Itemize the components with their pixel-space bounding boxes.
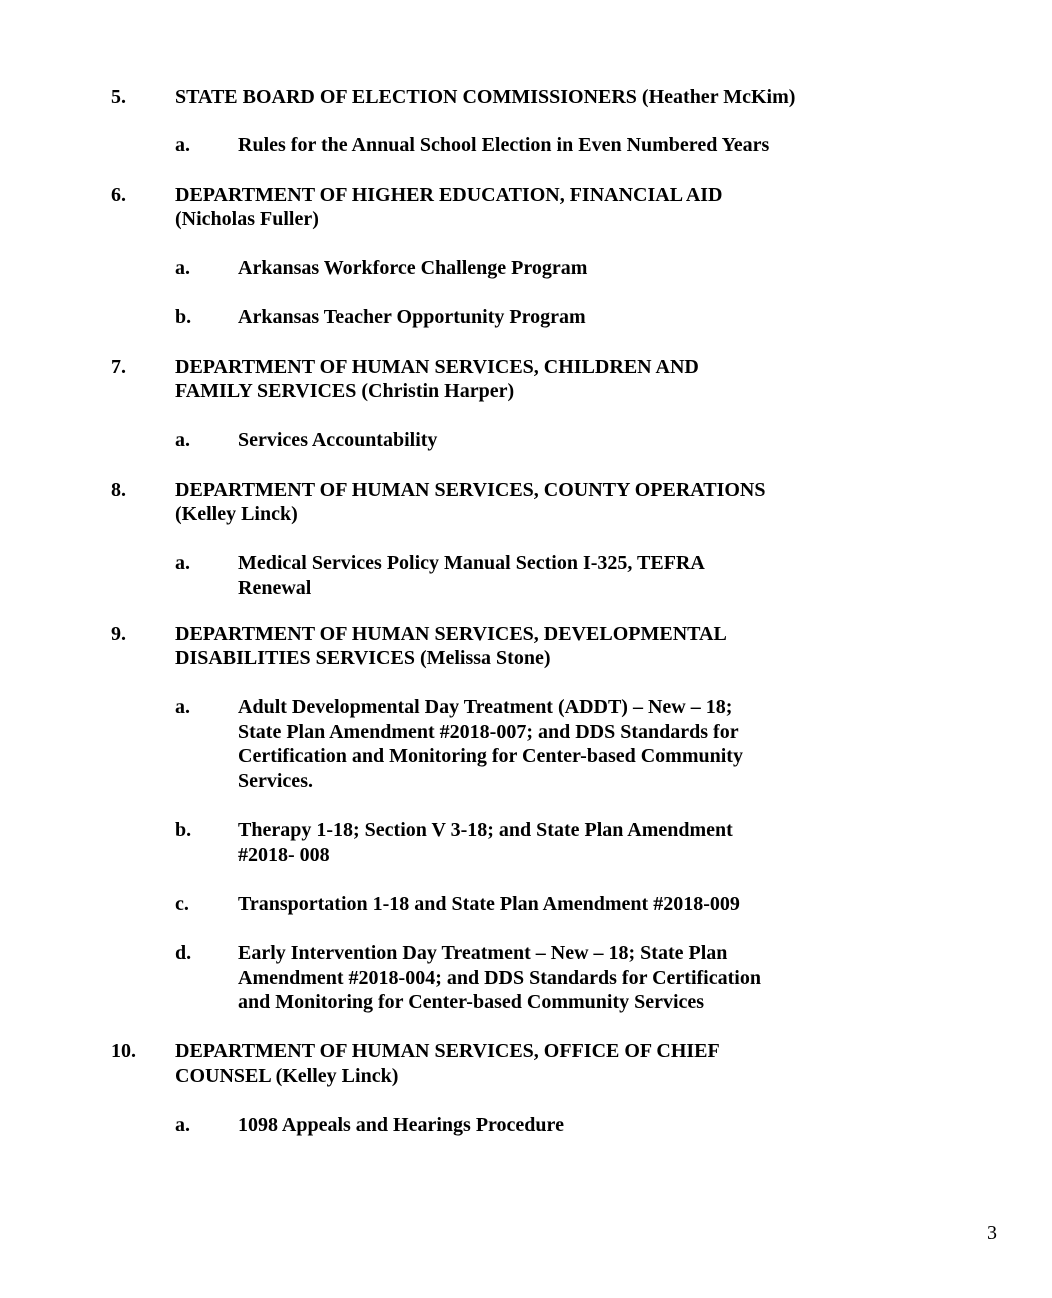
item-letter: a. xyxy=(175,134,190,156)
section-heading: COUNSEL (Kelley Linck) xyxy=(175,1065,399,1087)
item-letter: c. xyxy=(175,893,189,915)
section-heading: DEPARTMENT OF HUMAN SERVICES, OFFICE OF CHIEF xyxy=(175,1040,720,1062)
item-text: Services Accountability xyxy=(238,429,438,451)
item-text: Arkansas Teacher Opportunity Program xyxy=(238,306,586,328)
section-number: 5. xyxy=(111,86,126,108)
item-letter: a. xyxy=(175,429,190,451)
item-text: #2018- 008 xyxy=(238,844,330,866)
section-number: 8. xyxy=(111,479,126,501)
item-text: 1098 Appeals and Hearings Procedure xyxy=(238,1114,564,1136)
section-heading: (Nicholas Fuller) xyxy=(175,208,319,230)
section-number: 7. xyxy=(111,356,126,378)
item-text: Therapy 1-18; Section V 3-18; and State Plan Amendment xyxy=(238,819,733,841)
item-letter: a. xyxy=(175,696,190,718)
section-heading: DEPARTMENT OF HUMAN SERVICES, COUNTY OPERATIONS xyxy=(175,479,766,501)
page-number: 3 xyxy=(987,1222,997,1244)
section-heading: FAMILY SERVICES (Christin Harper) xyxy=(175,380,515,402)
section-number: 9. xyxy=(111,623,126,645)
item-letter: a. xyxy=(175,257,190,279)
section-heading: (Kelley Linck) xyxy=(175,503,298,525)
item-letter: d. xyxy=(175,942,192,964)
section-heading: DISABILITIES SERVICES (Melissa Stone) xyxy=(175,647,551,669)
section-heading: STATE BOARD OF ELECTION COMMISSIONERS (Heather McKim) xyxy=(175,86,796,108)
item-letter: b. xyxy=(175,306,192,328)
section-heading: DEPARTMENT OF HUMAN SERVICES, CHILDREN AND xyxy=(175,356,699,378)
item-letter: b. xyxy=(175,819,192,841)
item-text: Medical Services Policy Manual Section I-325, TEFRA xyxy=(238,552,705,574)
item-text: Early Intervention Day Treatment – New – 18; State Plan xyxy=(238,942,728,964)
section-heading: DEPARTMENT OF HIGHER EDUCATION, FINANCIAL AID xyxy=(175,184,723,206)
item-letter: a. xyxy=(175,1114,190,1136)
item-text: State Plan Amendment #2018-007; and DDS Standards for xyxy=(238,721,739,743)
item-text: Certification and Monitoring for Center-based Community xyxy=(238,745,743,767)
section-number: 6. xyxy=(111,184,126,206)
section-heading: DEPARTMENT OF HUMAN SERVICES, DEVELOPMENTAL xyxy=(175,623,727,645)
item-letter: a. xyxy=(175,552,190,574)
item-text: and Monitoring for Center-based Community Services xyxy=(238,991,705,1013)
item-text: Adult Developmental Day Treatment (ADDT) – New – 18; xyxy=(238,696,733,718)
item-text: Services. xyxy=(238,770,313,792)
item-text: Renewal xyxy=(238,577,312,599)
section-number: 10. xyxy=(111,1040,136,1062)
item-text: Amendment #2018-004; and DDS Standards for Certification xyxy=(238,967,761,989)
item-text: Rules for the Annual School Election in Even Numbered Years xyxy=(238,134,770,156)
item-text: Transportation 1-18 and State Plan Amendment #2018-009 xyxy=(238,893,740,915)
item-text: Arkansas Workforce Challenge Program xyxy=(238,257,588,279)
